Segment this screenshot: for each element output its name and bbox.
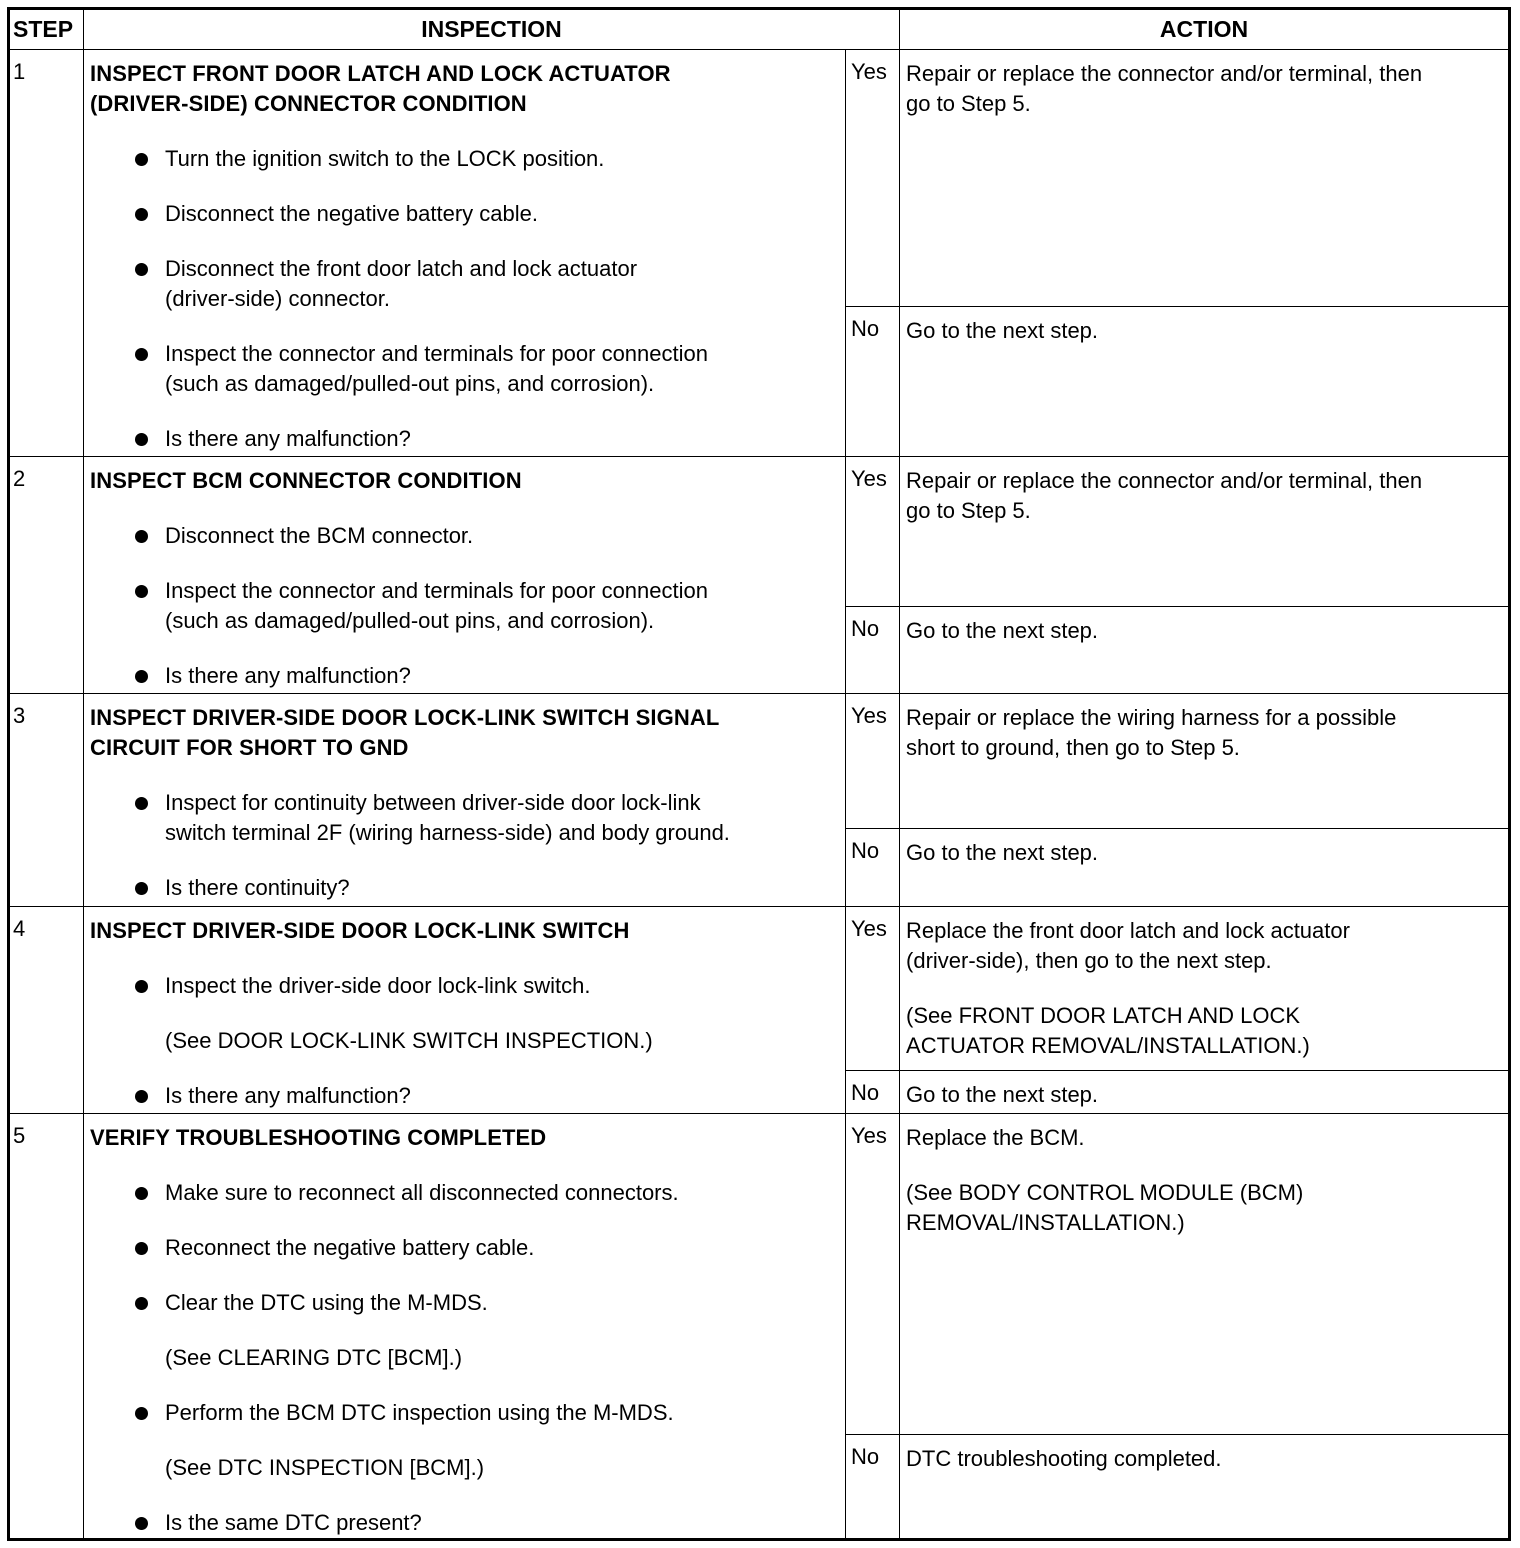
bullet-item: Is there any malfunction? (90, 424, 845, 454)
bullet-item: Disconnect the negative battery cable. (90, 199, 845, 229)
no-label: No (846, 1071, 900, 1114)
bullet-item: Inspect the connector and terminals for poor connection (such as damaged/pulled-out pins, and corrosion). (90, 576, 845, 636)
yes-label: Yes (846, 457, 900, 607)
no-action: DTC troubleshooting completed. (900, 1435, 1510, 1540)
step-title: VERIFY TROUBLESHOOTING COMPLETED (90, 1125, 547, 1150)
yes-label: Yes (846, 907, 900, 1071)
no-action: Go to the next step. (900, 829, 1510, 907)
bullet-item: Inspect the connector and terminals for poor connection (such as damaged/pulled-out pins, and corrosion). (90, 339, 845, 399)
troubleshooting-table (7, 7, 1511, 1541)
bullet-item: Is there any malfunction? (90, 661, 845, 691)
header-inspection: INSPECTION (84, 9, 900, 50)
bullet-item: Inspect the driver-side door lock-link switch. (90, 971, 845, 1001)
bullet-item: Is there any malfunction? (90, 1081, 845, 1111)
header-action: ACTION (900, 9, 1510, 50)
yes-label: Yes (846, 50, 900, 307)
reference-note: (See BODY CONTROL MODULE (BCM) REMOVAL/INSTALLATION.) (906, 1180, 1304, 1235)
yes-action: Replace the front door latch and lock actuator (driver-side), then go to the next step. (See FRONT DOOR LATCH AND LOCK ACTUATOR REMOVAL/INSTALLATION.) (900, 907, 1510, 1071)
step-number: 2 (9, 457, 84, 694)
bullet-item: Perform the BCM DTC inspection using the M-MDS. (90, 1398, 845, 1428)
yes-action: Repair or replace the wiring harness for a possible short to ground, then go to Step 5. (900, 694, 1510, 829)
bullet-item: Is there continuity? (90, 873, 845, 903)
step-number: 5 (9, 1114, 84, 1540)
table-row (9, 907, 1510, 1071)
no-action: Go to the next step. (900, 307, 1510, 457)
bullet-item: Reconnect the negative battery cable. (90, 1233, 845, 1263)
inspection-cell (84, 694, 846, 907)
inspection-cell (84, 457, 846, 694)
header-step: STEP (9, 9, 84, 50)
yes-action: Repair or replace the connector and/or terminal, then go to Step 5. (900, 50, 1510, 307)
bullet-item: Is the same DTC present? (90, 1508, 845, 1538)
no-label: No (846, 829, 900, 907)
bullet-item: Disconnect the BCM connector. (90, 521, 845, 551)
step-title: INSPECT FRONT DOOR LATCH AND LOCK ACTUATOR (DRIVER-SIDE) CONNECTOR CONDITION (90, 61, 671, 116)
reference-note: (See DOOR LOCK-LINK SWITCH INSPECTION.) (165, 1028, 653, 1053)
step-number: 1 (9, 50, 84, 457)
step-title: INSPECT BCM CONNECTOR CONDITION (90, 468, 522, 493)
yes-action: Repair or replace the connector and/or terminal, then go to Step 5. (900, 457, 1510, 607)
header-row (9, 9, 1510, 50)
yes-action: Replace the BCM. (See BODY CONTROL MODULE (BCM) REMOVAL/INSTALLATION.) (900, 1114, 1510, 1435)
table-row (9, 694, 1510, 829)
yes-label: Yes (846, 1114, 900, 1435)
reference-note: (See CLEARING DTC [BCM].) (165, 1345, 463, 1370)
bullet-item: Inspect for continuity between driver-side door lock-link switch terminal 2F (wiring harness-side) and body ground. (90, 788, 845, 848)
no-label: No (846, 1435, 900, 1540)
inspection-cell (84, 907, 846, 1114)
no-label: No (846, 307, 900, 457)
reference-note: (See DTC INSPECTION [BCM].) (165, 1455, 485, 1480)
no-action: Go to the next step. (900, 607, 1510, 694)
table-row (9, 1114, 1510, 1435)
table-row (9, 50, 1510, 307)
bullet-item: Clear the DTC using the M-MDS. (90, 1288, 845, 1318)
step-title: INSPECT DRIVER-SIDE DOOR LOCK-LINK SWITCH SIGNAL CIRCUIT FOR SHORT TO GND (90, 705, 720, 760)
yes-label: Yes (846, 694, 900, 829)
table-row (9, 457, 1510, 607)
bullet-item: Turn the ignition switch to the LOCK position. (90, 144, 845, 174)
bullet-item: Make sure to reconnect all disconnected connectors. (90, 1178, 845, 1208)
inspection-cell (84, 1114, 846, 1540)
step-title: INSPECT DRIVER-SIDE DOOR LOCK-LINK SWITCH (90, 918, 630, 943)
step-number: 4 (9, 907, 84, 1114)
no-action: Go to the next step. (900, 1071, 1510, 1114)
no-label: No (846, 607, 900, 694)
inspection-cell (84, 50, 846, 457)
step-number: 3 (9, 694, 84, 907)
reference-note: (See FRONT DOOR LATCH AND LOCK ACTUATOR REMOVAL/INSTALLATION.) (906, 1003, 1310, 1058)
bullet-item: Disconnect the front door latch and lock actuator (driver-side) connector. (90, 254, 845, 314)
